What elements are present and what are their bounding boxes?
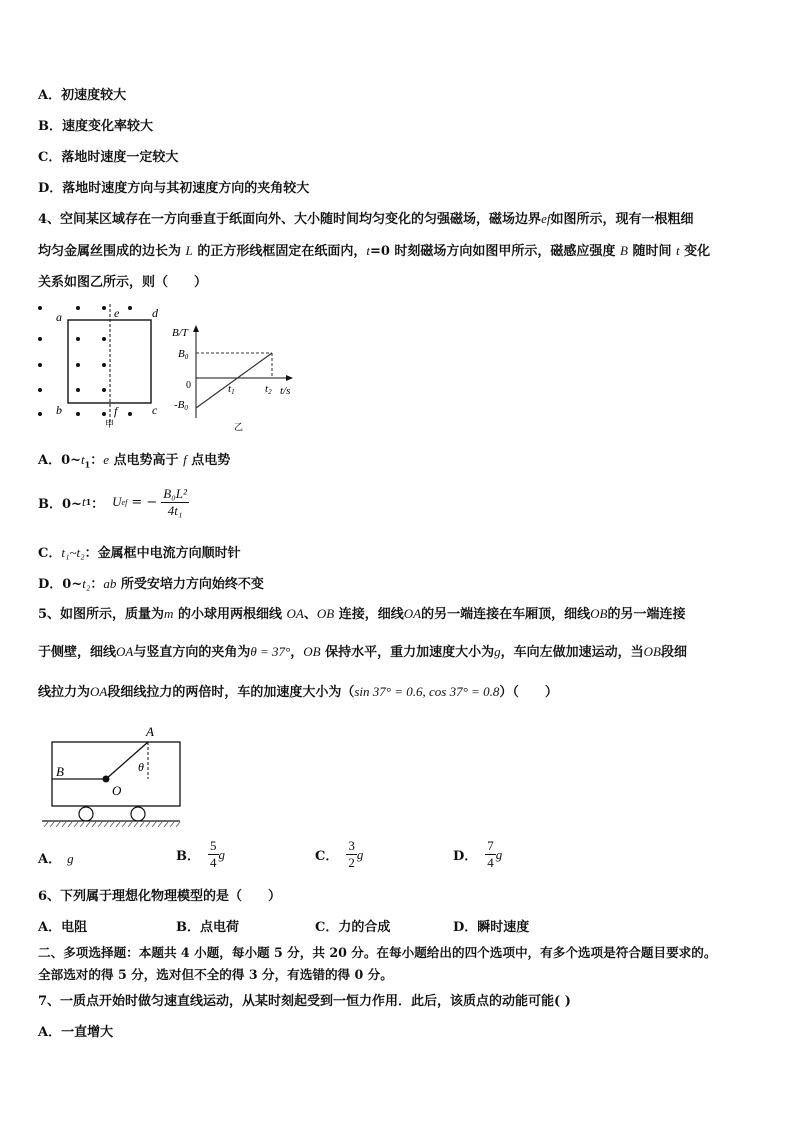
q3-option-b: B．速度变化率较大 <box>38 119 153 134</box>
q5-option-d: D． $\frac{7}{4}$ g <box>453 838 503 870</box>
q7-stem: 7、一质点开始时做匀速直线运动，从某时刻起受到一恒力作用．此后，该质点的动能可能( ) <box>38 994 571 1009</box>
label-t1: t1 <box>228 383 235 396</box>
field-dot <box>38 363 42 367</box>
q5-options <box>38 838 758 878</box>
wheel-left <box>79 807 93 821</box>
label-A: A <box>146 724 154 739</box>
field-dot <box>76 363 80 367</box>
q5-figure <box>40 722 190 830</box>
field-dot <box>128 306 132 310</box>
q5-stem-line-2: 于侧壁，细线OA与竖直方向的夹角为θ = 37°，OB 保持水平，重力加速度大小为g，车向左做加速运动，当OB段细 <box>38 644 687 660</box>
q4-option-a: A．$0\sim t_1$：e 点电势高于 f 点电势 <box>38 452 231 470</box>
ball <box>103 776 110 783</box>
label-t2: t2 <box>265 383 272 396</box>
field-dot <box>38 388 42 392</box>
q6-stem: 6、下列属于理想化物理模型的是（ ） <box>38 889 282 904</box>
B-line <box>196 353 272 408</box>
q4-stem: 4、空间某区域存在一方向垂直于纸面向外、大小随时间均匀变化的匀强磁场，磁场边界ef如图所示，现有一根粗细 均匀金属丝围成的边长为 L 的正方形线框固定在纸面内，t=0 时刻磁场方向如图甲所示，磁感应强度 B 随时间 t 变化 关系如图乙所示，则（ ） <box>38 211 711 290</box>
label-O: O <box>112 783 122 798</box>
field-dot <box>102 412 106 416</box>
q4-figure-a <box>30 300 170 430</box>
q6-option-a: A．电阻 <box>38 920 88 935</box>
section2-line-2: 全部选对的得 5 分，选对但不全的得 3 分，有选错的得 0 分。 <box>38 967 393 982</box>
q3-option-a: A．初速度较大 <box>38 88 127 103</box>
ground-hatch <box>44 822 180 827</box>
label-f: f <box>114 404 118 418</box>
field-dot <box>102 388 106 392</box>
q5-stem-line-1: 5、如图所示，质量为m 的小球用两根细线 OA、OB 连接，细线OA的另一端连接在车厢顶，细线OB的另一端连接 <box>38 606 686 622</box>
field-dot <box>102 306 106 310</box>
label-B0: B0 <box>178 348 189 361</box>
field-dot <box>76 412 80 416</box>
label-c: c <box>152 403 158 417</box>
label-d: d <box>152 306 158 320</box>
q5-option-c: C． $\frac{3}{2}$ g <box>315 838 364 870</box>
q6-options <box>38 916 758 936</box>
field-dot <box>38 412 42 416</box>
q5-option-b: B． $\frac{5}{4}$ g <box>176 838 225 870</box>
q7-option-a: A．一直增大 <box>38 1025 114 1040</box>
field-dot <box>38 306 42 310</box>
q3-option-c: C．落地时速度一定较大 <box>38 150 179 165</box>
label-negB0: -B0 <box>174 399 188 412</box>
fraction-emf: $\frac{\text{B₀L²}}{\text{4t₁}}$ <box>163 485 187 518</box>
label-theta: θ <box>138 760 144 774</box>
field-dot <box>76 388 80 392</box>
x-axis-label: t/s <box>280 385 291 397</box>
label-b: b <box>56 403 62 417</box>
field-dot <box>102 363 106 367</box>
label-B: B <box>56 764 64 779</box>
field-dot <box>76 337 80 341</box>
label-origin: 0 <box>186 380 191 391</box>
q4-option-c: C．t₁~t₂：金属框中电流方向顺时针 <box>38 545 241 561</box>
q5-option-a: A． g <box>38 851 74 867</box>
caption-b: 乙 <box>234 422 244 432</box>
q5-stem-line-3: 线拉力为OA段细线拉力的两倍时，车的加速度大小为（sin 37° = 0.6, cos 37° = 0.8）（ ） <box>38 684 558 700</box>
q6-option-c: C．力的合成 <box>315 920 391 935</box>
caption-a: 甲 <box>105 419 115 429</box>
field-dot <box>76 306 80 310</box>
field-dot <box>128 412 132 416</box>
y-axis-label: B/T <box>172 327 188 339</box>
label-e: e <box>114 306 120 320</box>
field-dot <box>38 337 42 341</box>
field-dot <box>102 337 106 341</box>
q4-option-b: B．0~ t 1 ： U ef = − $\frac{\text{B₀L²}}{\text{4t₁}}$ <box>38 485 187 518</box>
label-a: a <box>56 310 62 324</box>
section2-line-1: 二、多项选择题：本题共 4 小题，每小题 5 分，共 20 分。在每小题给出的四个选项中，有多个选项是符合题目要求的。 <box>38 945 717 960</box>
wheel-right <box>131 807 145 821</box>
q3-option-d: D．落地时速度方向与其初速度方向的夹角较大 <box>38 181 310 196</box>
q6-option-d: D．瞬时速度 <box>453 920 530 935</box>
q6-option-b: B．点电荷 <box>176 920 239 935</box>
q4-option-d: D．0~t₂：ab 所受安培力方向始终不变 <box>38 576 264 592</box>
q4-figure-b <box>170 322 300 434</box>
